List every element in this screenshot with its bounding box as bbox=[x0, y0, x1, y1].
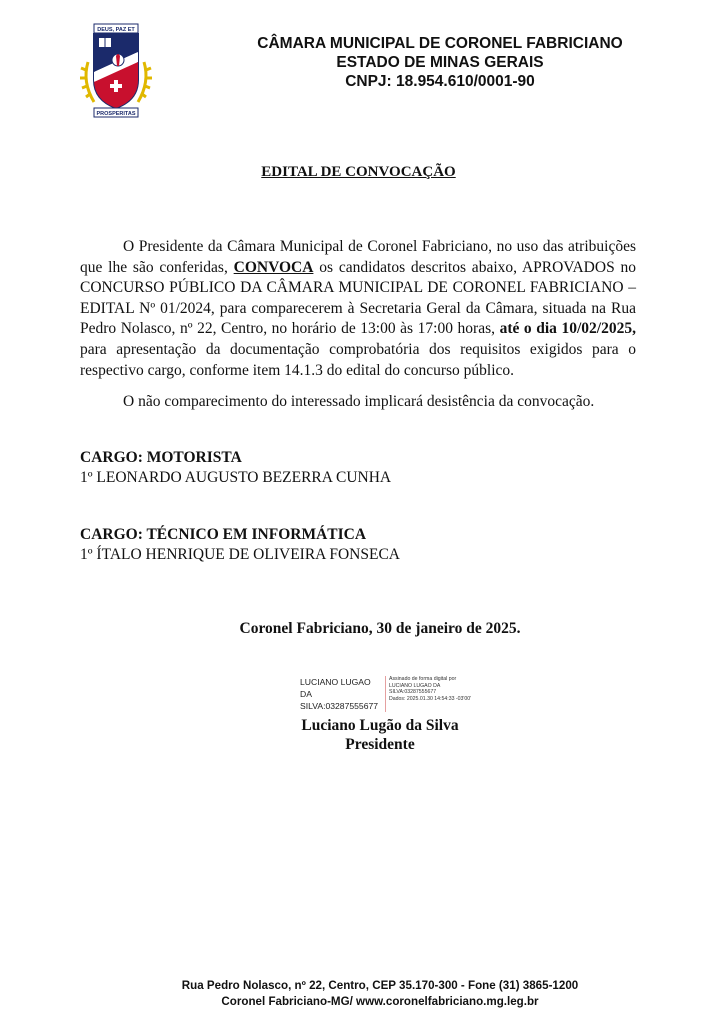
logo-banner-top: DEUS, PAZ ET bbox=[97, 27, 135, 33]
digital-signature-name: LUCIANO LUGAO DA SILVA:03287555677 bbox=[300, 677, 379, 711]
withdrawal-notice: O não comparecimento do interessado implicará desistência da convocação. bbox=[123, 393, 595, 410]
signer-name: Luciano Lugão da Silva bbox=[301, 717, 459, 734]
institution-name: CÂMARA MUNICIPAL DE CORONEL FABRICIANO bbox=[257, 35, 623, 52]
paragraph-text-3: para apresentação da documentação comprobatória dos requisitos exigidos para o respectivo cargo, conforme item 14.1.3 do edital do concurso público. bbox=[80, 340, 636, 379]
footer-address: Rua Pedro Nolasco, nº 22, Centro, CEP 35.170-300 - Fone (31) 3865-1200 bbox=[181, 979, 579, 992]
paragraph-text-2: os candidatos descritos abaixo, APROVADOS no CONCURSO PÚBLICO DA CÂMARA MUNICIPAL DE CORONEL FABRICIANO – EDITAL Nº 01/2024, para comparecerem à Secretaria Geral da Câmara, situada na Rua Pedro Nolasco, nº 22, Centro, no horário de 13:00 às 17:00 horas, bbox=[80, 258, 637, 338]
digital-signature-details: Assinado de forma digital por LUCIANO LUGAO DA SILVA:03287555677 Dados: 2025.01.30 14:54:33 -03'00' bbox=[389, 676, 472, 702]
paragraph-text-1: O Presidente da Câmara Municipal de Coronel Fabriciano, no uso das atribuições que lhe são conferidas, bbox=[80, 238, 636, 276]
municipal-coat-of-arms-logo bbox=[80, 22, 152, 118]
logo-banner-bottom: PROSPERITAS bbox=[96, 111, 136, 117]
date-line: Coronel Fabriciano, 30 de janeiro de 2025. bbox=[239, 620, 521, 637]
cargo-section-motorista bbox=[80, 448, 391, 488]
convocation-paragraph bbox=[80, 237, 636, 381]
candidate-name: 1º ÍTALO HENRIQUE DE OLIVEIRA FONSECA bbox=[80, 546, 400, 563]
candidate-name: 1º LEONARDO AUGUSTO BEZERRA CUNHA bbox=[80, 469, 392, 486]
signer-role: Presidente bbox=[345, 736, 415, 753]
document-title: EDITAL DE CONVOCAÇÃO bbox=[261, 164, 456, 180]
letterhead bbox=[200, 34, 680, 91]
cargo-label: CARGO: MOTORISTA bbox=[80, 449, 242, 466]
cnpj: CNPJ: 18.954.610/0001-90 bbox=[345, 73, 535, 90]
cargo-section-tecnico bbox=[80, 525, 400, 565]
page-footer bbox=[0, 978, 717, 1010]
cargo-label: CARGO: TÉCNICO EM INFORMÁTICA bbox=[80, 526, 367, 543]
signer-block bbox=[0, 716, 717, 754]
signature-divider bbox=[385, 676, 386, 712]
state-name: ESTADO DE MINAS GERAIS bbox=[336, 54, 544, 71]
footer-website: Coronel Fabriciano-MG/ www.coronelfabriciano.mg.leg.br bbox=[221, 995, 539, 1008]
convoca-emphasis: CONVOCA bbox=[233, 258, 314, 276]
deadline-text: até o dia 10/02/2025, bbox=[499, 320, 636, 338]
